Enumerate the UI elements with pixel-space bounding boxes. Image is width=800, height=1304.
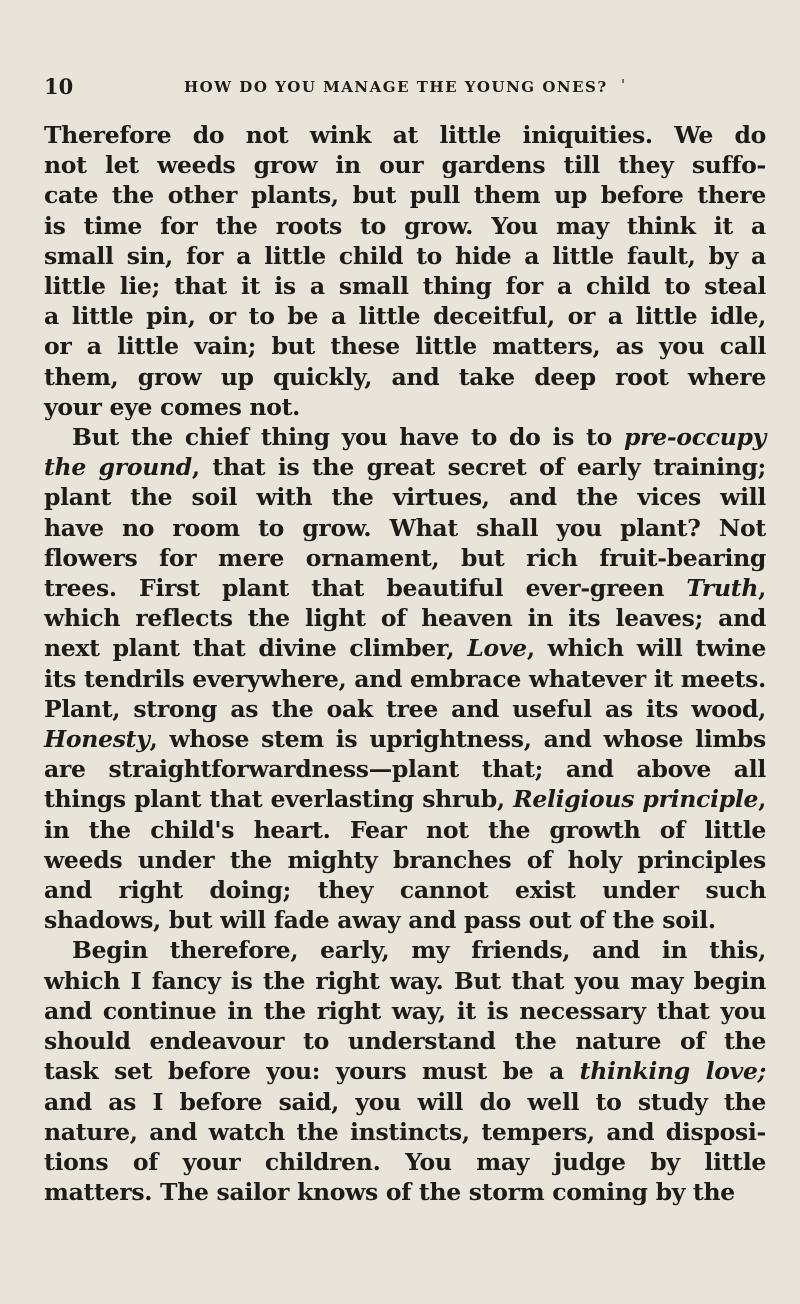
text-line: have no room to grow. What shall you plant? Not — [44, 513, 766, 542]
text-line: tions of your children. You may judge by little — [44, 1147, 766, 1176]
body-text — [44, 120, 766, 1207]
text-line: small sin, for a little child to hide a little fault, by a — [44, 241, 766, 270]
italic-phrase: Honesty — [44, 725, 150, 754]
text-line: a little pin, or to be a little deceitful, or a little idle, — [44, 302, 766, 331]
text-line: and as I before said, you will do well to study the — [44, 1087, 766, 1116]
text-line: task set before you: yours must be a thinking love; — [44, 1057, 767, 1086]
paragraph — [44, 422, 766, 935]
text-line: them, grow up quickly, and take deep root where — [44, 362, 766, 391]
paragraph — [44, 935, 766, 1207]
text-line: are straightforwardness—plant that; and above all — [44, 755, 766, 784]
text-line: should endeavour to understand the nature of the — [44, 1027, 766, 1056]
italic-phrase: thinking love; — [579, 1057, 767, 1086]
text-line: or a little vain; but these little matters, as you call — [44, 332, 766, 361]
italic-phrase: Religious principle — [513, 785, 759, 814]
text-line: is time for the roots to grow. You may think it a — [44, 211, 766, 240]
text-line: and right doing; they cannot exist under such — [44, 876, 766, 905]
text-line: shadows, but will fade away and pass out of the soil. — [44, 906, 716, 935]
stray-mark: ' — [621, 76, 626, 94]
paragraph — [44, 120, 766, 422]
text-line: little lie; that it is a small thing for a child to steal — [44, 272, 766, 301]
italic-phrase: the ground — [44, 453, 192, 482]
text-line: the ground, that is the great secret of early training; — [44, 453, 767, 482]
running-title: HOW DO YOU MANAGE THE YOUNG ONES? — [184, 78, 608, 96]
text-line: which I fancy is the right way. But that you may begin — [44, 966, 766, 995]
text-line: and continue in the right way, it is necessary that you — [44, 996, 766, 1025]
text-line: Plant, strong as the oak tree and useful as its wood, — [44, 694, 766, 723]
text-line: which reflects the light of heaven in its leaves; and — [44, 604, 766, 633]
text-line: Therefore do not wink at little iniquities. We do — [44, 121, 766, 149]
text-line: weeds under the mighty branches of holy principles — [44, 845, 766, 874]
text-line: flowers for mere ornament, but rich fruit-bearing — [44, 543, 766, 572]
text-line: nature, and watch the instincts, tempers, and disposi- — [44, 1117, 766, 1146]
italic-phrase: Love — [467, 634, 527, 663]
italic-phrase: pre-occupy — [624, 423, 766, 452]
text-line: cate the other plants, but pull them up before there — [44, 181, 766, 210]
running-head — [44, 74, 764, 102]
text-line: things plant that everlasting shrub, Religious principle, — [44, 785, 766, 814]
text-line: its tendrils everywhere, and embrace whatever it meets. — [44, 664, 766, 693]
text-line: But the chief thing you have to do is to pre-occupy — [72, 423, 766, 452]
text-line: matters. The sailor knows of the storm coming by the — [44, 1178, 735, 1207]
italic-phrase: Truth — [686, 574, 759, 603]
text-line: next plant that divine climber, Love, which will twine — [44, 634, 766, 663]
text-line: plant the soil with the virtues, and the vices will — [44, 483, 766, 512]
text-line: your eye comes not. — [44, 392, 301, 421]
text-line: in the child's heart. Fear not the growth of little — [44, 815, 766, 844]
text-line: not let weeds grow in our gardens till they suffo- — [44, 151, 766, 180]
page-number: 10 — [44, 74, 74, 99]
text-line: Begin therefore, early, my friends, and in this, — [72, 936, 766, 965]
text-line: trees. First plant that beautiful ever-green Truth, — [44, 574, 766, 603]
text-line: Honesty, whose stem is uprightness, and whose limbs — [44, 725, 766, 754]
